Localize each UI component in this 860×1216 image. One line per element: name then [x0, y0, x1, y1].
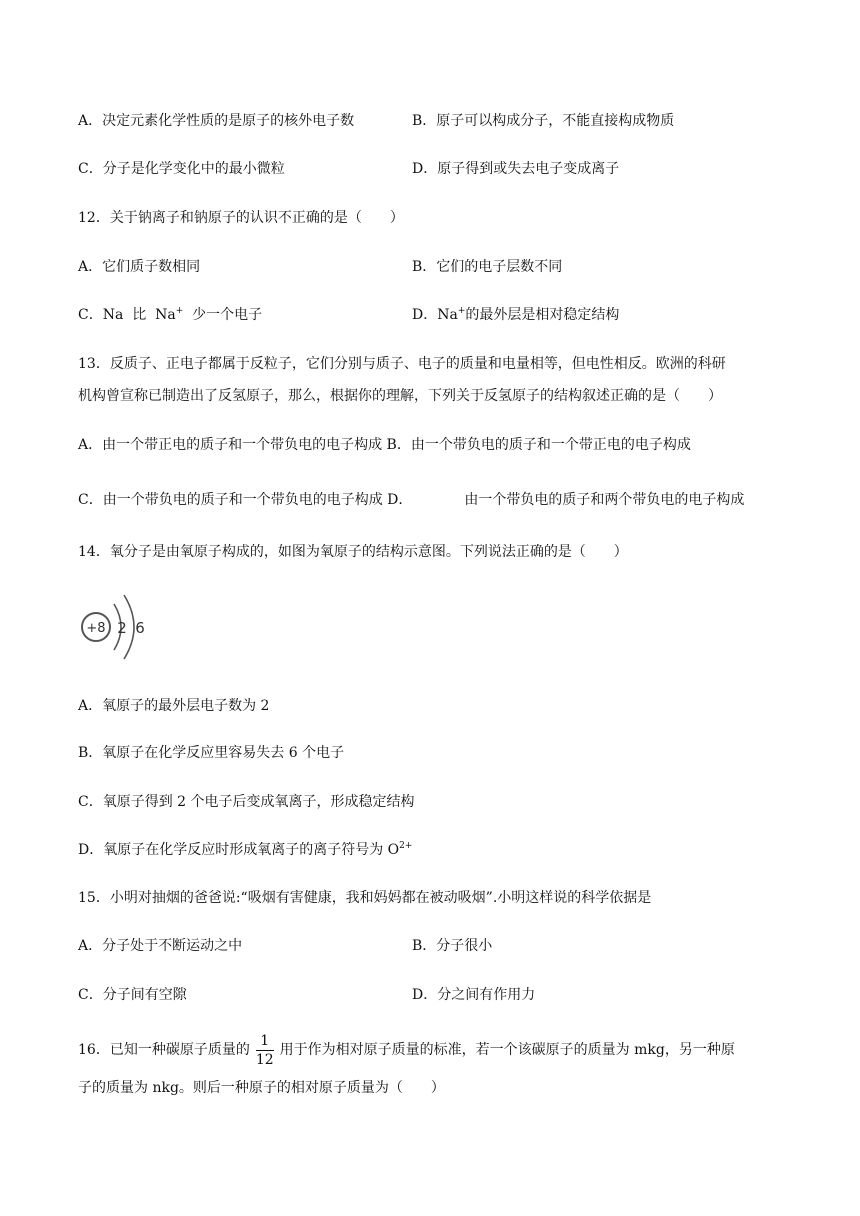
superscript: +: [457, 306, 466, 316]
q12-option-d-text: D．Na: [412, 307, 458, 323]
q15-option-d: D．分之间有作用力: [412, 987, 536, 1003]
fraction-numerator: 1: [256, 1032, 274, 1051]
q16-stem-line2: 子的质量为 nkg。则后一种原子的相对原子质量为（ ）: [78, 1080, 445, 1096]
oxygen-atom-diagram: [78, 590, 168, 664]
fraction-denominator: 12: [255, 1051, 274, 1068]
q14-option-c: C．氧原子得到 2 个电子后变成氧离子，形成稳定结构: [78, 794, 415, 810]
q14-option-b: B．氧原子在化学反应里容易失去 6 个电子: [78, 745, 345, 761]
q13-options-ab: A．由一个带正电的质子和一个带负电的电子构成 B．由一个带负电的质子和一个带正电的电子构成: [78, 437, 691, 453]
q12-stem: 12．关于钠离子和钠原子的认识不正确的是（ ）: [78, 210, 404, 226]
q12-option-c-tail: 少一个电子: [183, 307, 263, 323]
q14-option-d-text: D．氧原子在化学反应时形成氧离子的离子符号为 O: [78, 842, 400, 858]
nucleus-charge: +8: [86, 621, 106, 636]
shell-2-electrons: 6: [135, 619, 145, 637]
q12-option-a: A．它们质子数相同: [78, 259, 201, 275]
q11-option-a: A．决定元素化学性质的是原子的核外电子数: [78, 113, 355, 129]
q13-option-c: C．由一个带负电的质子和一个带负电的电子构成 D．: [78, 492, 413, 508]
shell-1-electrons: 2: [117, 619, 127, 637]
q11-option-d: D．原子得到或失去电子变成离子: [412, 161, 620, 177]
q11-option-c: C．分子是化学变化中的最小微粒: [78, 161, 285, 177]
q16-stem-post: 用于作为相对原子质量的标准，若一个该碳原子的质量为 mkg，另一种原: [279, 1042, 735, 1058]
q15-stem: 15．小明对抽烟的爸爸说:“吸烟有害健康，我和妈妈都在被动吸烟”.小明这样说的科学依据是: [78, 890, 652, 906]
q12-option-b: B．它们的电子层数不同: [412, 259, 563, 275]
q14-stem: 14．氧分子是由氧原子构成的，如图为氧原子的结构示意图。下列说法正确的是（ ）: [78, 544, 628, 560]
q13-option-d: 由一个带负电的质子和两个带负电的电子构成: [464, 492, 745, 508]
q12-option-d: [412, 305, 619, 325]
superscript: 2+: [399, 841, 413, 851]
q12-option-d-tail: 的最外层是相对稳定结构: [465, 307, 620, 323]
fraction-one-twelfth: [256, 1032, 274, 1069]
q12-option-c: [78, 305, 262, 325]
q13-stem-line1: 13．反质子、正电子都属于反粒子，它们分别与质子、电子的质量和电量相等，但电性相反。欧洲的科研: [78, 356, 726, 372]
q15-option-a: A．分子处于不断运动之中: [78, 938, 243, 954]
q11-option-b: B．原子可以构成分子，不能直接构成物质: [412, 113, 675, 129]
q16-stem-line1: [78, 1030, 788, 1070]
q15-option-b: B．分子很小: [412, 938, 493, 954]
q14-option-d: [78, 840, 412, 860]
q12-option-c-text: C．Na 比 Na: [78, 307, 176, 323]
q16-stem-pre: 16．已知一种碳原子质量的: [78, 1042, 250, 1058]
q14-option-a: A．氧原子的最外层电子数为 2: [78, 698, 270, 714]
q15-option-c: C．分子间有空隙: [78, 987, 187, 1003]
superscript: +: [175, 306, 184, 316]
q13-options-cd: [78, 490, 788, 510]
q13-stem-line2: 机构曾宣称已制造出了反氢原子，那么，根据你的理解，下列关于反氢原子的结构叙述正确的是（ ）: [78, 388, 722, 404]
